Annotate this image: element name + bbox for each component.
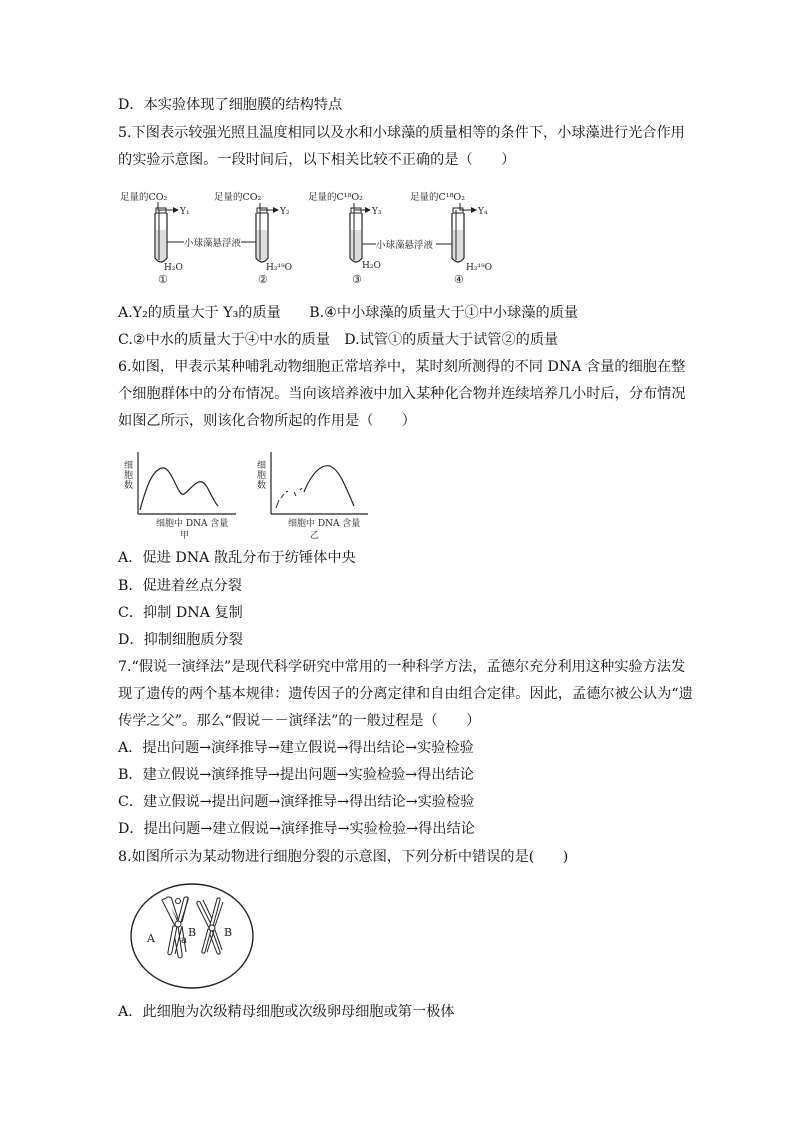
allele-label-B-left: B <box>188 926 197 939</box>
graph-jia-ylabel: 细胞数 <box>122 460 132 490</box>
tube-1-water-label: H₂O <box>164 263 183 273</box>
tube-4-number: ④ <box>454 273 464 284</box>
dna-distribution-figure <box>118 448 378 540</box>
q6-option-d: D．抑制细胞质分裂 <box>118 632 243 648</box>
q7-stem-line1: 7.“假说一演绎法”是现代科学研究中常用的一种科学方法，孟德尔充分利用这种实验方法发 <box>118 659 686 675</box>
q8-option-a: A．此细胞为次级精母细胞或次级卵母细胞或第一极体 <box>118 1004 455 1020</box>
test-tube-figure <box>118 186 518 284</box>
tube-4-output-label: Y₄ <box>478 207 488 217</box>
tube-3 <box>308 191 382 284</box>
q6-stem-line1: 6.如图，甲表示某种哺乳动物细胞正常培养中，某时刻所测得的不同 DNA 含量的细胞在整 <box>118 359 686 375</box>
tube-2-gas-label: 足量的CO₂ <box>214 192 262 203</box>
tube-4-water-label: H₂¹⁸O <box>466 263 493 273</box>
q5-stem-line2: 的实验示意图。一段时间后，以下相关比较不正确的是（ ） <box>118 152 516 168</box>
graph-jia-caption: 甲 <box>180 531 190 540</box>
tube-2-number: ② <box>258 273 268 284</box>
q5-stem-line1: 5.下图表示较强光照且温度相同以及水和小球藻的质量相等的条件下，小球藻进行光合作用 <box>118 125 685 141</box>
q6-option-c: C．抑制 DNA 复制 <box>118 605 243 621</box>
graph-jia-xlabel: 细胞中 DNA 含量 <box>156 519 229 529</box>
q5-options-ab: A.Y₂的质量大于 Y₃的质量 B.④中小球藻的质量大于①中小球藻的质量 <box>118 305 579 321</box>
chromosome-right <box>197 898 223 954</box>
cell-division-figure <box>128 880 258 992</box>
tube-2-output-label: Y₂ <box>280 207 290 217</box>
suspension-label-left: 小球藻悬浮液 <box>184 238 242 249</box>
q7-option-d: D．提出问题→建立假说→演绎推导→实验检验→得出结论 <box>118 821 475 837</box>
tube-3-number: ③ <box>352 273 362 284</box>
suspension-label-right: 小球藻悬浮液 <box>376 240 434 251</box>
q7-option-a: A．提出问题→演绎推导→建立假说→得出结论→实验检验 <box>118 740 474 756</box>
q6-option-b: B．促进着丝点分裂 <box>118 578 242 594</box>
q6-stem-line2: 个细胞群体中的分布情况。当向该培养液中加入某种化合物并连续培养几小时后，分布情况 <box>118 386 686 402</box>
q6-option-a: A．促进 DNA 散乱分布于纺锤体中央 <box>118 550 356 566</box>
tube-1-number: ① <box>158 273 168 284</box>
q7-option-c: C．建立假说→提出问题→演绎推导→得出结论→实验检验 <box>118 794 475 810</box>
q5-options-cd: C.②中水的质量大于④中水的质量 D.试管①的质量大于试管②的质量 <box>118 332 559 348</box>
chromosome-left <box>162 897 188 958</box>
q7-stem-line2: 现了遗传的两个基本规律：遗传因子的分离定律和自由组合定律。因此，孟德尔被公认为“遗 <box>118 686 693 702</box>
tube-2-water-label: H₂¹⁸O <box>266 263 293 273</box>
q6-stem-line3: 如图乙所示，则该化合物所起的作用是（ ） <box>118 413 416 429</box>
q7-stem-line3: 传学之父”。那么“假说－－演绎法”的一般过程是（ ） <box>118 713 481 729</box>
tube-3-output-label: Y₃ <box>372 207 382 217</box>
graph-yi <box>255 452 368 540</box>
graph-jia <box>122 452 236 540</box>
tube-3-water-label: H₂O <box>362 261 381 271</box>
graph-yi-xlabel: 细胞中 DNA 含量 <box>288 519 361 529</box>
tube-4 <box>410 191 492 284</box>
allele-label-B-right: B <box>224 926 233 939</box>
tube-1-gas-label: 足量的CO₂ <box>120 192 168 203</box>
graph-yi-caption: 乙 <box>310 531 320 540</box>
allele-label-A: A <box>147 932 155 945</box>
q4-option-d: D．本实验体现了细胞膜的结构特点 <box>118 97 343 113</box>
tube-4-gas-label: 足量的C¹⁸O₂ <box>410 192 465 203</box>
q8-stem: 8.如图所示为某动物进行细胞分裂的示意图，下列分析中错误的是( ) <box>118 849 569 865</box>
tube-1-output-label: Y₁ <box>180 207 190 217</box>
allele-label-a: a <box>181 935 187 946</box>
tube-3-gas-label: 足量的C¹⁸O₂ <box>308 192 363 203</box>
graph-yi-ylabel: 细胞数 <box>255 460 265 490</box>
tube-1 <box>120 191 190 284</box>
q7-option-b: B．建立假说→演绎推导→提出问题→实验检验→得出结论 <box>118 767 474 783</box>
